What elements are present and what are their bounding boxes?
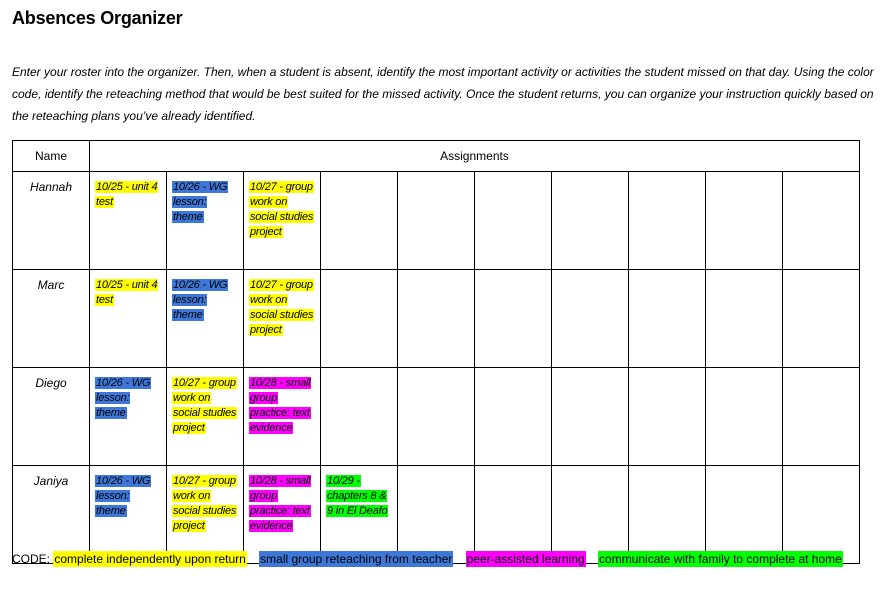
table-body (13, 172, 860, 564)
assignment-entry (249, 474, 316, 534)
assignment-entry (249, 180, 316, 240)
assignment-cell[interactable] (398, 368, 475, 466)
code-item-yellow: complete independently upon return (54, 552, 246, 566)
code-item-blue: small group reteaching from teacher (260, 552, 453, 566)
assignment-text: 10/26 - WG lesson: theme (173, 181, 228, 223)
assignment-cell[interactable] (321, 466, 398, 564)
assignment-entry (172, 180, 239, 225)
assignment-cell[interactable] (167, 270, 244, 368)
name-column-header: Name (13, 141, 90, 172)
assignment-cell[interactable] (244, 270, 321, 368)
table-row (13, 172, 860, 270)
assignment-cell[interactable] (706, 466, 783, 564)
assignment-cell[interactable] (321, 172, 398, 270)
assignment-entry (249, 376, 316, 436)
assignment-text: 10/26 - WG lesson: theme (96, 475, 151, 517)
assignment-cell[interactable] (90, 270, 167, 368)
assignment-text: 10/26 - WG lesson: theme (96, 377, 151, 419)
assignment-cell[interactable] (244, 368, 321, 466)
assignment-text: 10/26 - WG lesson: theme (173, 279, 228, 321)
assignment-cell[interactable] (783, 172, 860, 270)
student-name[interactable]: Diego (13, 368, 90, 466)
assignment-cell[interactable] (629, 270, 706, 368)
absences-table (12, 140, 860, 564)
assignment-entry (95, 376, 162, 421)
assignment-cell[interactable] (244, 172, 321, 270)
assignment-cell[interactable] (783, 368, 860, 466)
assignment-cell[interactable] (167, 172, 244, 270)
assignment-entry (326, 474, 393, 519)
instructions-text: Enter your roster into the organizer. Then, when a student is absent, identify the most important activity or activities the student missed on that day. Using the color code, identify the reteaching method that would be best suited for the missed activity. Once the student returns, you can organize your instruction quickly based on the reteaching plans you’ve already identified. (12, 65, 874, 123)
table-row (13, 368, 860, 466)
assignment-cell[interactable] (706, 172, 783, 270)
assignment-entry (95, 474, 162, 519)
code-item-green: communicate with family to complete at home (599, 552, 842, 566)
code-label: CODE: (12, 552, 51, 566)
code-item-magenta: peer-assisted learning (466, 552, 585, 566)
assignment-cell[interactable] (552, 466, 629, 564)
assignments-column-header: Assignments (90, 141, 860, 172)
assignment-cell[interactable] (783, 466, 860, 564)
page-title: Absences Organizer (12, 8, 183, 28)
assignment-cell[interactable] (629, 466, 706, 564)
assignment-cell[interactable] (398, 172, 475, 270)
assignment-cell[interactable] (167, 368, 244, 466)
assignment-cell[interactable] (706, 368, 783, 466)
assignment-text: 10/27 - group work on social studies project (173, 377, 237, 434)
assignment-entry (249, 278, 316, 338)
header-row (13, 141, 860, 172)
assignment-entry (172, 376, 239, 436)
table-row (13, 466, 860, 564)
assignment-cell[interactable] (629, 172, 706, 270)
assignment-cell[interactable] (552, 172, 629, 270)
assignment-cell[interactable] (475, 172, 552, 270)
assignment-text: 10/27 - group work on social studies project (250, 279, 314, 336)
assignment-entry (172, 278, 239, 323)
color-code-legend (12, 552, 843, 566)
student-name[interactable]: Hannah (13, 172, 90, 270)
table-row (13, 270, 860, 368)
assignment-cell[interactable] (90, 466, 167, 564)
assignment-cell[interactable] (783, 270, 860, 368)
assignment-text: 10/25 - unit 4 test (96, 279, 158, 306)
assignment-entry (95, 180, 162, 210)
assignment-cell[interactable] (552, 270, 629, 368)
assignment-text: 10/29 - chapters 8 & 9 in El Deafo (327, 475, 388, 517)
assignment-text: 10/25 - unit 4 test (96, 181, 158, 208)
student-name[interactable]: Marc (13, 270, 90, 368)
assignment-cell[interactable] (475, 270, 552, 368)
assignment-entry (172, 474, 239, 534)
assignment-cell[interactable] (398, 466, 475, 564)
assignment-text: 10/27 - group work on social studies project (250, 181, 314, 238)
assignment-cell[interactable] (552, 368, 629, 466)
assignment-entry (95, 278, 162, 308)
assignment-cell[interactable] (629, 368, 706, 466)
assignment-cell[interactable] (90, 172, 167, 270)
assignment-text: 10/28 - small group practice: text evidence (250, 377, 311, 434)
assignment-text: 10/27 - group work on social studies project (173, 475, 237, 532)
assignment-cell[interactable] (167, 466, 244, 564)
assignment-cell[interactable] (244, 466, 321, 564)
assignment-cell[interactable] (398, 270, 475, 368)
assignment-cell[interactable] (90, 368, 167, 466)
assignment-cell[interactable] (706, 270, 783, 368)
assignment-cell[interactable] (475, 368, 552, 466)
assignment-cell[interactable] (321, 270, 398, 368)
assignment-cell[interactable] (321, 368, 398, 466)
assignment-text: 10/28 - small group practice: text evidence (250, 475, 311, 532)
assignment-cell[interactable] (475, 466, 552, 564)
student-name[interactable]: Janiya (13, 466, 90, 564)
